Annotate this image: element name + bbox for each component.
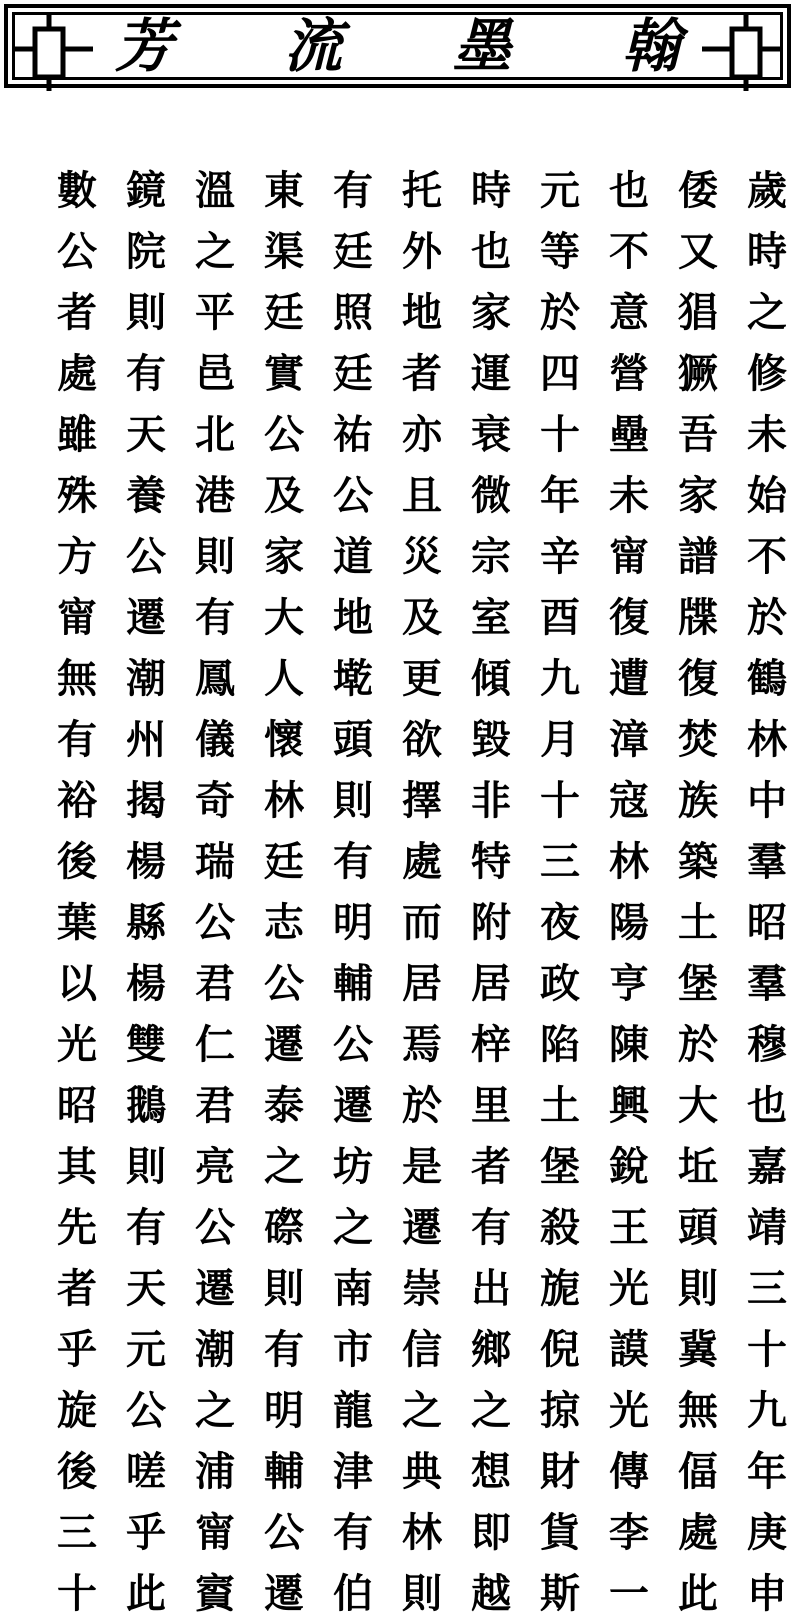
text-char: 即 [471,1509,511,1556]
text-char: 昭 [747,899,787,946]
text-char: 有 [195,594,235,641]
text-char: 靖 [747,1204,787,1251]
text-char: 遷 [264,1021,304,1068]
text-char: 潮 [126,655,166,702]
text-char: 遷 [402,1204,442,1251]
text-char: 時 [747,228,787,275]
text-char: 之 [333,1204,373,1251]
text-char: 越 [471,1570,511,1617]
text-char: 光 [609,1265,649,1312]
text-char: 林 [609,838,649,885]
text-char: 者 [57,1265,97,1312]
text-char: 典 [402,1448,442,1495]
text-char: 甯 [609,533,649,580]
text-char: 意 [609,289,649,336]
text-char: 族 [678,777,718,824]
text-char: 之 [471,1387,511,1434]
text-char: 有 [333,838,373,885]
text-char: 此 [678,1570,718,1617]
text-char: 天 [126,1265,166,1312]
text-char: 院 [126,228,166,275]
text-char: 居 [402,960,442,1007]
text-char: 羣 [747,838,787,885]
text-char: 道 [333,533,373,580]
text-char: 於 [402,1082,442,1129]
text-char: 偪 [678,1448,718,1495]
text-char: 出 [471,1265,511,1312]
text-char: 九 [540,655,580,702]
text-char: 三 [57,1509,97,1556]
text-char: 天 [126,411,166,458]
text-char: 牒 [678,594,718,641]
text-char: 之 [747,289,787,336]
text-char: 等 [540,228,580,275]
text-char: 於 [678,1021,718,1068]
text-char: 渠 [264,228,304,275]
text-char: 鵝 [126,1082,166,1129]
text-char: 之 [195,228,235,275]
text-char: 甯 [195,1509,235,1556]
text-char: 有 [471,1204,511,1251]
text-char: 衰 [471,411,511,458]
text-char: 磜 [264,1204,304,1251]
title-char: 墨 [452,12,511,80]
text-char: 公 [333,472,373,519]
text-char: 則 [678,1265,718,1312]
text-char: 賨 [195,1570,235,1617]
text-char: 之 [195,1387,235,1434]
text-char: 雖 [57,411,97,458]
text-char: 居 [471,960,511,1007]
text-char: 坊 [333,1143,373,1190]
text-char: 乎 [57,1326,97,1373]
text-char: 歲 [747,167,787,214]
title-row [105,12,690,80]
text-char: 君 [195,1082,235,1129]
text-char: 東 [264,167,304,214]
text-char: 也 [609,167,649,214]
text-char: 土 [540,1082,580,1129]
text-char: 儀 [195,716,235,763]
text-char: 林 [402,1509,442,1556]
text-char: 照 [333,289,373,336]
text-char: 市 [333,1326,373,1373]
text-char: 鄉 [471,1326,511,1373]
text-char: 及 [402,594,442,641]
text-char: 處 [57,350,97,397]
text-char: 復 [678,655,718,702]
text-char: 吾 [678,411,718,458]
text-char: 及 [264,472,304,519]
text-column [530,160,590,1624]
text-char: 殺 [540,1204,580,1251]
text-char: 李 [609,1509,649,1556]
text-char: 光 [57,1021,97,1068]
text-char: 則 [195,533,235,580]
text-char: 公 [264,411,304,458]
text-column [116,160,176,1624]
text-column [668,160,728,1624]
text-char: 四 [540,350,580,397]
text-char: 明 [333,899,373,946]
text-char: 輔 [333,960,373,1007]
text-char: 築 [678,838,718,885]
text-char: 以 [57,960,97,1007]
text-char: 毀 [471,716,511,763]
text-char: 遷 [195,1265,235,1312]
text-char: 鶴 [747,655,787,702]
text-char: 十 [540,411,580,458]
text-char: 而 [402,899,442,946]
text-column [599,160,659,1624]
text-char: 梓 [471,1021,511,1068]
text-char: 月 [540,716,580,763]
text-char: 人 [264,655,304,702]
text-char: 之 [264,1143,304,1190]
text-char: 謨 [609,1326,649,1373]
text-char: 津 [333,1448,373,1495]
text-char: 之 [402,1387,442,1434]
text-char: 銳 [609,1143,649,1190]
text-char: 明 [264,1387,304,1434]
text-char: 公 [126,533,166,580]
text-char: 寇 [609,777,649,824]
text-char: 庚 [747,1509,787,1556]
text-char: 溫 [195,167,235,214]
text-char: 附 [471,899,511,946]
text-char: 大 [264,594,304,641]
text-char: 營 [609,350,649,397]
text-char: 辛 [540,533,580,580]
text-char: 有 [333,167,373,214]
text-char: 興 [609,1082,649,1129]
text-char: 地 [333,594,373,641]
text-char: 焉 [402,1021,442,1068]
text-char: 林 [747,716,787,763]
text-char: 南 [333,1265,373,1312]
text-char: 先 [57,1204,97,1251]
text-char: 掠 [540,1387,580,1434]
text-char: 十 [57,1570,97,1617]
fret-ornament-left [15,15,93,91]
text-char: 十 [747,1326,787,1373]
text-char: 殊 [57,472,97,519]
text-char: 則 [402,1570,442,1617]
text-char: 亦 [402,411,442,458]
text-char: 堡 [540,1143,580,1190]
text-column [185,160,245,1624]
text-char: 始 [747,472,787,519]
text-char: 後 [57,838,97,885]
text-char: 中 [747,777,787,824]
text-char: 政 [540,960,580,1007]
text-char: 實 [264,350,304,397]
text-char: 是 [402,1143,442,1190]
text-char: 乎 [126,1509,166,1556]
text-char: 欲 [402,716,442,763]
text-char: 十 [540,777,580,824]
text-char: 於 [747,594,787,641]
text-char: 無 [678,1387,718,1434]
text-char: 港 [195,472,235,519]
text-char: 公 [195,899,235,946]
text-column [392,160,452,1624]
text-char: 浦 [195,1448,235,1495]
text-column [737,160,795,1624]
text-char: 公 [195,1204,235,1251]
text-char: 揭 [126,777,166,824]
text-column [254,160,314,1624]
text-char: 家 [264,533,304,580]
text-char: 昭 [57,1082,97,1129]
text-char: 北 [195,411,235,458]
text-char: 瑞 [195,838,235,885]
text-char: 者 [57,289,97,336]
text-char: 林 [264,777,304,824]
text-char: 也 [471,228,511,275]
text-char: 時 [471,167,511,214]
text-char: 有 [333,1509,373,1556]
text-char: 元 [126,1326,166,1373]
text-char: 祐 [333,411,373,458]
text-char: 廷 [333,350,373,397]
text-char: 元 [540,167,580,214]
text-char: 數 [57,167,97,214]
text-char: 漳 [609,716,649,763]
text-char: 縣 [126,899,166,946]
text-char: 倭 [678,167,718,214]
text-char: 特 [471,838,511,885]
text-char: 不 [747,533,787,580]
text-char: 獗 [678,350,718,397]
text-char: 公 [264,1509,304,1556]
text-char: 此 [126,1570,166,1617]
text-char: 輔 [264,1448,304,1495]
text-char: 公 [264,960,304,1007]
text-char: 於 [540,289,580,336]
text-char: 穆 [747,1021,787,1068]
text-char: 坵 [678,1143,718,1190]
text-char: 擇 [402,777,442,824]
text-char: 申 [747,1570,787,1617]
text-char: 崇 [402,1265,442,1312]
text-char: 廷 [333,228,373,275]
text-char: 羣 [747,960,787,1007]
text-char: 王 [609,1204,649,1251]
text-char: 光 [609,1387,649,1434]
text-char: 君 [195,960,235,1007]
text-char: 遷 [126,594,166,641]
text-char: 鳳 [195,655,235,702]
text-char: 年 [747,1448,787,1495]
text-char: 雙 [126,1021,166,1068]
text-char: 處 [678,1509,718,1556]
text-char: 其 [57,1143,97,1190]
text-char: 三 [540,838,580,885]
text-char: 托 [402,167,442,214]
text-char: 有 [57,716,97,763]
text-char: 夜 [540,899,580,946]
title-char: 翰 [621,12,680,80]
vertical-text-body [22,160,787,1617]
text-char: 潮 [195,1326,235,1373]
text-char: 則 [264,1265,304,1312]
text-char: 有 [264,1326,304,1373]
text-char: 家 [678,472,718,519]
text-char: 墘 [333,655,373,702]
text-char: 廷 [264,838,304,885]
text-char: 陽 [609,899,649,946]
text-char: 微 [471,472,511,519]
text-char: 壘 [609,411,649,458]
text-char: 亨 [609,960,649,1007]
header-inner-border [12,12,783,80]
text-char: 亮 [195,1143,235,1190]
text-char: 里 [471,1082,511,1129]
text-char: 財 [540,1448,580,1495]
text-char: 一 [609,1570,649,1617]
text-char: 遷 [333,1082,373,1129]
text-char: 處 [402,838,442,885]
text-char: 鏡 [126,167,166,214]
header-banner [4,4,791,88]
text-char: 猖 [678,289,718,336]
text-char: 酉 [540,594,580,641]
text-char: 外 [402,228,442,275]
text-char: 災 [402,533,442,580]
text-char: 者 [402,350,442,397]
text-char: 龍 [333,1387,373,1434]
text-char: 大 [678,1082,718,1129]
text-char: 土 [678,899,718,946]
text-char: 懷 [264,716,304,763]
text-char: 又 [678,228,718,275]
text-char: 州 [126,716,166,763]
text-char: 遭 [609,655,649,702]
text-char: 旋 [57,1387,97,1434]
text-char: 志 [264,899,304,946]
text-char: 裕 [57,777,97,824]
text-char: 公 [333,1021,373,1068]
text-char: 不 [609,228,649,275]
text-char: 葉 [57,899,97,946]
text-char: 宗 [471,533,511,580]
title-char: 流 [283,12,342,80]
text-char: 家 [471,289,511,336]
text-column [323,160,383,1624]
text-char: 楊 [126,838,166,885]
text-char: 倪 [540,1326,580,1373]
text-char: 公 [126,1387,166,1434]
text-char: 養 [126,472,166,519]
text-char: 則 [333,777,373,824]
text-char: 傳 [609,1448,649,1495]
text-char: 奇 [195,777,235,824]
text-char: 則 [126,289,166,336]
text-char: 堡 [678,960,718,1007]
text-char: 焚 [678,716,718,763]
text-char: 運 [471,350,511,397]
text-char: 泰 [264,1082,304,1129]
text-char: 甯 [57,594,97,641]
text-char: 三 [747,1265,787,1312]
text-char: 方 [57,533,97,580]
text-char: 傾 [471,655,511,702]
text-char: 貨 [540,1509,580,1556]
text-char: 陳 [609,1021,649,1068]
text-char: 陷 [540,1021,580,1068]
fret-ornament-right [702,15,780,91]
title-char: 芳 [115,12,174,80]
text-char: 遷 [264,1570,304,1617]
text-char: 伯 [333,1570,373,1617]
text-char: 則 [126,1143,166,1190]
text-char: 嘉 [747,1143,787,1190]
text-char: 公 [57,228,97,275]
text-char: 嗟 [126,1448,166,1495]
text-char: 地 [402,289,442,336]
text-char: 邑 [195,350,235,397]
text-char: 室 [471,594,511,641]
text-char: 未 [609,472,649,519]
text-char: 信 [402,1326,442,1373]
text-char: 廷 [264,289,304,336]
text-char: 未 [747,411,787,458]
text-char: 譜 [678,533,718,580]
text-char: 平 [195,289,235,336]
text-char: 仁 [195,1021,235,1068]
text-char: 非 [471,777,511,824]
text-char: 年 [540,472,580,519]
text-char: 更 [402,655,442,702]
text-char: 九 [747,1387,787,1434]
text-char: 頭 [333,716,373,763]
text-char: 楊 [126,960,166,1007]
text-column [47,160,107,1624]
text-char: 頭 [678,1204,718,1251]
text-char: 且 [402,472,442,519]
text-char: 復 [609,594,649,641]
text-char: 想 [471,1448,511,1495]
text-char: 有 [126,1204,166,1251]
text-char: 有 [126,350,166,397]
text-char: 也 [747,1082,787,1129]
text-char: 旎 [540,1265,580,1312]
text-char: 者 [471,1143,511,1190]
text-char: 後 [57,1448,97,1495]
text-char: 無 [57,655,97,702]
text-char: 冀 [678,1326,718,1373]
text-column [461,160,521,1624]
text-char: 斯 [540,1570,580,1617]
text-char: 修 [747,350,787,397]
